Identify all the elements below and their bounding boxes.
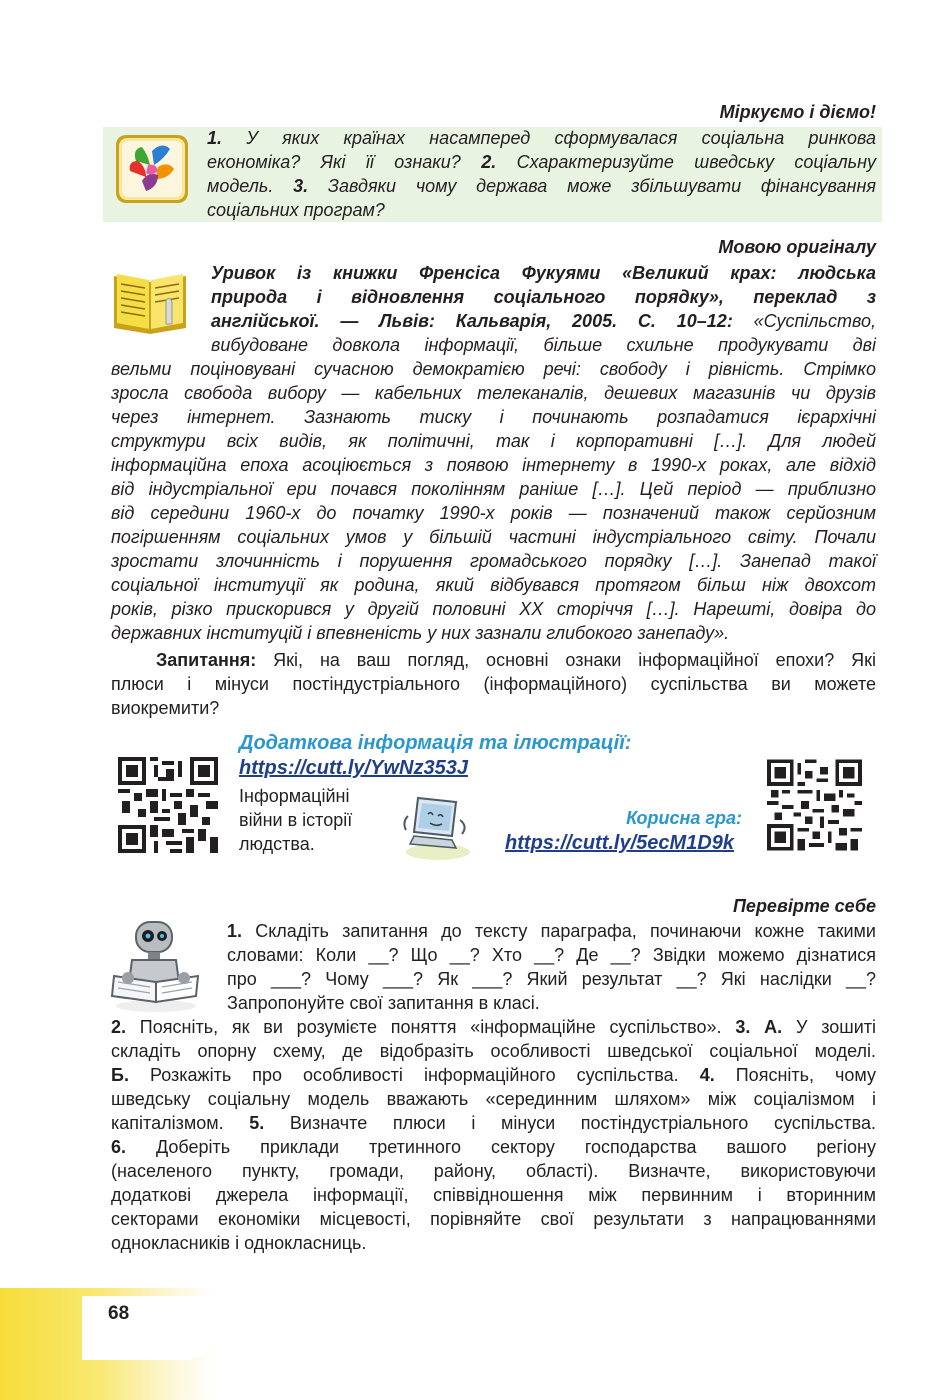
think-text bbox=[207, 126, 876, 222]
text-run: англійської. — Львів: Кальварія, 2005. С. 10–12: bbox=[211, 311, 733, 331]
text-run: «Суспільство, bbox=[732, 311, 876, 331]
extra-link-1[interactable]: https://cutt.ly/YwNz353J bbox=[239, 757, 468, 779]
text-run: Які, на ваш погляд, основні ознаки інформаційної епохи? Які bbox=[256, 650, 876, 670]
text-run: однокласників і однокласниць. bbox=[111, 1233, 367, 1253]
text-run: У яких країнах насамперед сформувалася соціальна ринкова bbox=[222, 128, 876, 148]
think-line bbox=[207, 150, 876, 174]
original-line bbox=[111, 357, 876, 381]
text-run: 2. bbox=[481, 152, 497, 172]
text-run: років, різко прискорився у другій половині XX сторіччя […]. Нарешті, довіра до bbox=[111, 599, 876, 619]
check-line bbox=[227, 919, 876, 943]
question-line bbox=[111, 672, 876, 696]
check-text-top bbox=[227, 919, 876, 1015]
original-line bbox=[111, 429, 876, 453]
text-run: Завдяки чому держава може збільшувати фінансування bbox=[308, 176, 876, 196]
check-line bbox=[111, 1207, 876, 1231]
text-run: словами: Коли __? Що __? Хто __? Де __? Звідки можемо дізнатися bbox=[227, 945, 876, 965]
extra-link-2[interactable]: https://cutt.ly/5ecM1D9k bbox=[505, 832, 734, 854]
page-number-tab bbox=[82, 1296, 214, 1360]
text-run: 3. А. bbox=[735, 1017, 783, 1037]
text-run: про ___? Чому ___? Як ___? Який результат __? Які наслідки __? bbox=[227, 969, 876, 989]
check-line bbox=[111, 1159, 876, 1183]
think-line bbox=[207, 126, 876, 150]
original-text-full bbox=[111, 357, 876, 645]
check-line bbox=[111, 1231, 876, 1255]
text-run: Запропонуйте свої запитання в класі. bbox=[227, 993, 540, 1013]
qr-code-left[interactable] bbox=[118, 757, 218, 858]
text-run: соціальної інституції як родина, який відбувався протягом більш ніж двохсот bbox=[111, 575, 876, 595]
question-line bbox=[111, 648, 876, 672]
check-section-title: Перевірте себе bbox=[732, 896, 876, 916]
think-line bbox=[207, 198, 876, 222]
original-section-title: Мовою оригіналу bbox=[718, 237, 876, 257]
game-label: Корисна гра: bbox=[626, 808, 742, 828]
text-run: складіть опорну схему, де відобразіть особливості шведської соціальної моделі. bbox=[111, 1041, 876, 1061]
original-line bbox=[111, 597, 876, 621]
qr-code-right[interactable] bbox=[767, 759, 862, 856]
text-run: від середини 1960-х до початку 1990-х років — позначений також серйозним bbox=[111, 503, 876, 523]
extra-caption bbox=[239, 784, 352, 856]
text-run: Складіть запитання до тексту параграфа, починаючи кожне такими bbox=[242, 921, 876, 941]
original-line bbox=[111, 525, 876, 549]
text-run: 6. bbox=[111, 1137, 127, 1157]
caption-line: війни в історії bbox=[239, 810, 353, 830]
check-line bbox=[111, 1111, 876, 1135]
question-line bbox=[111, 696, 876, 720]
question-text bbox=[111, 648, 876, 720]
text-run: зростати злочинність і порушення громадського порядку […]. Занепад такої bbox=[111, 551, 876, 571]
check-line bbox=[227, 991, 876, 1015]
check-line bbox=[227, 967, 876, 991]
text-run: структури всіх видів, як політичні, так і корпоративні […]. Для людей bbox=[111, 431, 876, 451]
text-run: плюси і мінуси постіндустріального (інформаційного) суспільства ви можете bbox=[111, 674, 876, 694]
text-run: економіка? Які її ознаки? bbox=[207, 152, 482, 172]
text-run: Визначте плюси і мінуси постіндустріального суспільства. bbox=[264, 1113, 876, 1133]
check-line bbox=[227, 943, 876, 967]
text-run: модель. bbox=[207, 176, 294, 196]
robot-reading-icon bbox=[110, 918, 206, 1019]
text-run: соціальних програм? bbox=[207, 200, 385, 220]
original-line bbox=[111, 381, 876, 405]
hands-icon bbox=[112, 131, 192, 212]
text-run: інформаційна епоха асоціюється з появою інтернету в 1990-х роках, але відхід bbox=[111, 455, 876, 475]
check-line bbox=[111, 1015, 876, 1039]
caption-line: людства. bbox=[239, 834, 315, 854]
think-line bbox=[207, 174, 876, 198]
text-run: (населеного пункту, громади, району, області). Визначте, використовуючи bbox=[111, 1161, 876, 1181]
original-line bbox=[211, 309, 876, 333]
text-run: Розкажіть про особливості інформаційного суспільства. bbox=[128, 1065, 700, 1085]
original-line bbox=[211, 285, 876, 309]
text-run: Запитання: bbox=[156, 650, 257, 670]
text-run: Б. bbox=[111, 1065, 129, 1085]
text-run: зросла свобода вибору — кабельних телеканалів, дешевих магазинів чи друзів bbox=[111, 383, 876, 403]
text-run: Доберіть приклади третинного сектору господарства вашого регіону bbox=[126, 1137, 876, 1157]
text-run: через інтернет. Зазнають тиску і починають розпадатися ієрархічні bbox=[111, 407, 876, 427]
original-line bbox=[111, 477, 876, 501]
check-line bbox=[111, 1087, 876, 1111]
think-section-title: Міркуємо і діємо! bbox=[719, 102, 876, 122]
text-run: додаткові джерела інформації, співвідношення між первинним і вторинним bbox=[111, 1185, 876, 1205]
book-icon bbox=[110, 266, 190, 341]
text-run: шведську соціальну модель вважають «серединним шляхом» між соціалізмом і bbox=[111, 1089, 876, 1109]
text-run: 5. bbox=[249, 1113, 265, 1133]
text-run: 1. bbox=[207, 128, 223, 148]
check-line bbox=[111, 1039, 876, 1063]
original-line bbox=[111, 405, 876, 429]
original-text bbox=[211, 261, 876, 357]
text-run: від індустріальної ери почався поколінням раніше […]. Цей період — приблизно bbox=[111, 479, 876, 499]
text-run: секторами економіки місцевості, порівняйте свої результати з напрацюваннями bbox=[111, 1209, 876, 1229]
original-line bbox=[111, 621, 876, 645]
original-line bbox=[211, 333, 876, 357]
text-run: Схарактеризуйте шведську соціальну bbox=[496, 152, 876, 172]
text-run: У зошиті bbox=[782, 1017, 876, 1037]
original-line bbox=[111, 501, 876, 525]
check-line bbox=[111, 1135, 876, 1159]
text-run: вибудоване довкола інформації, більше схильне продукувати дві bbox=[211, 335, 876, 355]
check-line bbox=[111, 1183, 876, 1207]
text-run: виокремити? bbox=[111, 698, 220, 718]
text-run: Поясніть, як ви розумієте поняття «інформаційне суспільство». bbox=[126, 1017, 736, 1037]
text-run: вельми поціновувані сучасною демократією речі: свободу і рівність. Стрімко bbox=[111, 359, 876, 379]
original-line bbox=[111, 573, 876, 597]
original-line bbox=[211, 261, 876, 285]
check-text-full bbox=[111, 1015, 876, 1255]
text-run: погіршенням соціальних умов у більшій частині індустріального світу. Почали bbox=[111, 527, 876, 547]
original-line bbox=[111, 453, 876, 477]
text-run: 3. bbox=[293, 176, 309, 196]
page-number: 68 bbox=[108, 1303, 130, 1324]
text-run: природа і відновлення соціального порядку», переклад з bbox=[211, 287, 876, 307]
check-line bbox=[111, 1063, 876, 1087]
text-run: капіталізмом. bbox=[111, 1113, 250, 1133]
text-run: 2. bbox=[111, 1017, 127, 1037]
text-run: державних інституцій і впевненість у них зазнали глибокого занепаду». bbox=[111, 623, 730, 643]
text-run: 4. bbox=[699, 1065, 715, 1085]
text-run: 1. bbox=[227, 921, 243, 941]
extra-info-title: Додаткова інформація та ілюстрації: bbox=[239, 732, 632, 754]
original-line bbox=[111, 549, 876, 573]
computer-icon bbox=[400, 792, 472, 867]
text-run: Поясніть, чому bbox=[714, 1065, 876, 1085]
caption-line: Інформаційні bbox=[239, 786, 350, 806]
text-run: Уривок із книжки Френсіса Фукуями «Великий крах: людська bbox=[211, 263, 876, 283]
